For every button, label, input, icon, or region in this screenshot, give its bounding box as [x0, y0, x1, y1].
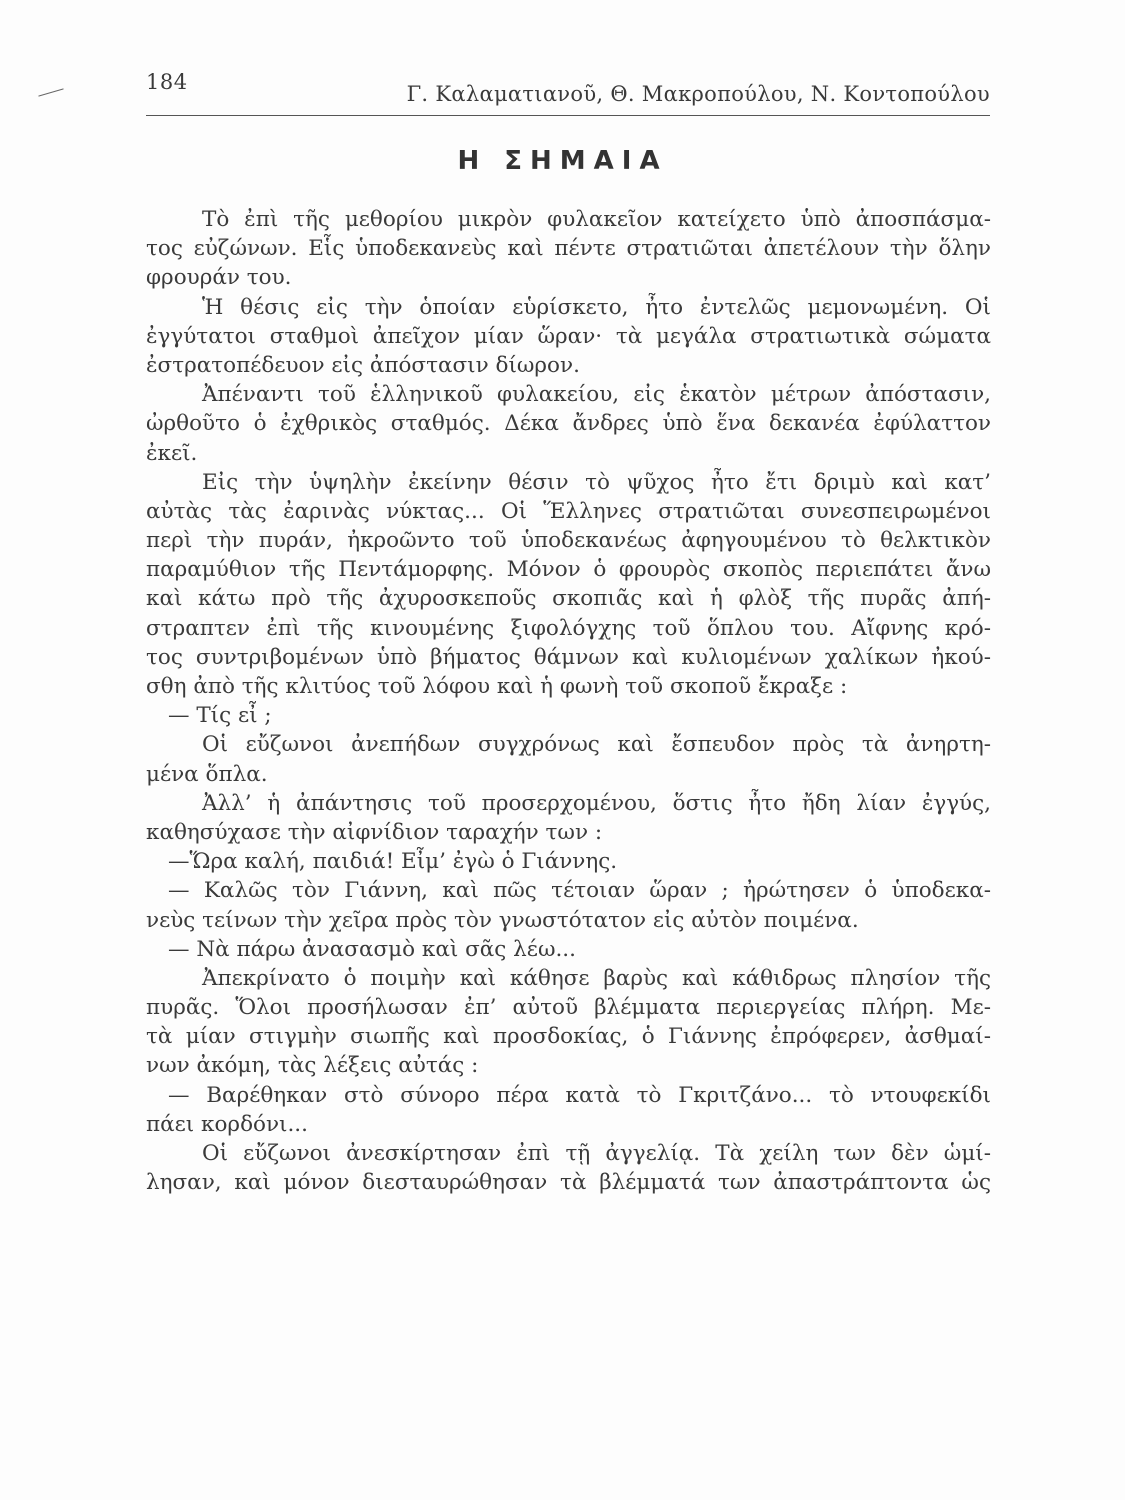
text-line: — Τίς εἶ ; [168, 703, 272, 729]
text-line: ἐγγύτατοι σταθμοὶ ἀπεῖχον μίαν ὥραν· τὰ μεγάλα στρατιωτικὰ σώματα [146, 323, 991, 349]
text-line: τος εὐζώνων. Εἷς ὑποδεκανεὺς καὶ πέντε στρατιῶται ἀπετέλουν τὴν ὅλην [146, 236, 991, 262]
text-line: στραπτεν ἐπὶ τῆς κινουμένης ξιφολόγχης τοῦ ὅπλου του. Αἴφνης κρό- [146, 615, 991, 641]
text-line: — Νὰ πάρω ἀνασασμὸ καὶ σᾶς λέω... [168, 936, 576, 962]
text-line: τὰ μίαν στιγμὴν σιωπῆς καὶ προσδοκίας, ὁ Γιάννης ἐπρόφερεν, ἀσθμαί- [146, 1024, 991, 1050]
text-line: ἐκεῖ. [146, 440, 198, 466]
text-line: ὠρθοῦτο ὁ ἐχθρικὸς σταθμός. Δέκα ἄνδρες ὑπὸ ἕνα δεκανέα ἐφύλαττον [146, 411, 991, 437]
header-rule [146, 115, 990, 116]
text-line: — Βαρέθηκαν στὸ σύνορο πέρα κατὰ τὸ Γκριτζάνο... τὸ ντουφεκίδι [168, 1082, 991, 1108]
text-line: φρουράν του. [146, 265, 292, 291]
running-head: Γ. Καλαματιανοῦ, Θ. Μακροπούλου, Ν. Κοντοπούλου [406, 82, 990, 106]
text-line: σθη ἀπὸ τῆς κλιτύος τοῦ λόφου καὶ ἡ φωνὴ τοῦ σκοποῦ ἔκραξε : [146, 674, 848, 699]
text-line: νων ἀκόμη, τὰς λέξεις αὐτάς : [146, 1053, 479, 1079]
page-header [146, 68, 990, 108]
text-line: τος συντριβομένων ὑπὸ βήματος θάμνων καὶ κυλιομένων χαλίκων ἠκού- [146, 644, 991, 670]
text-line: Οἱ εὔζωνοι ἀνεπήδων συγχρόνως καὶ ἔσπευδον πρὸς τὰ ἀνηρτη- [202, 732, 991, 758]
text-line: περὶ τὴν πυράν, ἠκροῶντο τοῦ ὑποδεκανέως ἀφηγουμένου τὸ θελκτικὸν [146, 528, 991, 554]
text-line: καὶ κάτω πρὸ τῆς ἀχυροσκεποῦς σκοπιᾶς καὶ ἡ φλὸξ τῆς πυρᾶς ἀπή- [146, 586, 991, 612]
text-line: λησαν, καὶ μόνον διεσταυρώθησαν τὰ βλέμματά των ἀπαστράπτοντα ὡς [146, 1170, 991, 1196]
text-line: πάει κορδόνι... [146, 1111, 308, 1137]
text-line: ἐστρατοπέδευον εἰς ἀπόστασιν δίωρον. [146, 352, 580, 378]
text-line: Ἡ θέσις εἰς τὴν ὁποίαν εὑρίσκετο, ἦτο ἐντελῶς μεμονωμένη. Οἱ [202, 294, 991, 320]
text-line: — Καλῶς τὸν Γιάννη, καὶ πῶς τέτοιαν ὥραν ; ἠρώτησεν ὁ ὑποδεκα- [168, 878, 991, 904]
page-number: 184 [146, 70, 188, 94]
text-line: Ἀπεκρίνατο ὁ ποιμὴν καὶ κάθησε βαρὺς καὶ κάθιδρως πλησίον τῆς [202, 965, 991, 991]
text-line: Τὸ ἐπὶ τῆς μεθορίου μικρὸν φυλακεῖον κατείχετο ὑπὸ ἀποσπάσμα- [202, 207, 991, 232]
text-line: καθησύχασε τὴν αἰφνίδιον ταραχήν των : [146, 819, 603, 845]
chapter-title: Η ΣΗΜΑΙΑ [457, 146, 668, 176]
text-line: Ἀλλ’ ἡ ἀπάντησις τοῦ προσερχομένου, ὅστις ἦτο ἤδη λίαν ἐγγύς, [202, 790, 991, 816]
text-line: μένα ὅπλα. [146, 761, 268, 787]
text-line: Εἰς τὴν ὑψηλὴν ἐκείνην θέσιν τὸ ψῦχος ἦτο ἔτι δριμὺ καὶ κατ’ [202, 469, 991, 495]
text-line: πυρᾶς. Ὅλοι προσήλωσαν ἐπ’ αὐτοῦ βλέμματα περιεργείας πλήρη. Με- [146, 995, 991, 1021]
text-line: —Ὥρα καλή, παιδιά! Εἶμ’ ἐγὼ ὁ Γιάννης. [168, 849, 618, 875]
text-line: αὐτὰς τὰς ἐαρινὰς νύκτας... Οἱ Ἕλληνες στρατιῶται συνεσπειρωμένοι [146, 498, 991, 524]
text-line: Οἱ εὔζωνοι ἀνεσκίρτησαν ἐπὶ τῇ ἀγγελίᾳ. Τὰ χείλη των δὲν ὡμί- [202, 1141, 991, 1166]
text-line: νεὺς τείνων τὴν χεῖρα πρὸς τὸν γνωστότατον εἰς αὐτὸν ποιμένα. [146, 907, 859, 933]
text-line: Ἀπέναντι τοῦ ἑλληνικοῦ φυλακείου, εἰς ἑκατὸν μέτρων ἀπόστασιν, [202, 382, 991, 408]
body-text [146, 205, 991, 1197]
margin-pencil-mark [38, 88, 63, 96]
text-line: παραμύθιον τῆς Πεντάμορφης. Μόνον ὁ φρουρὸς σκοπὸς περιεπάτει ἄνω [146, 557, 991, 583]
